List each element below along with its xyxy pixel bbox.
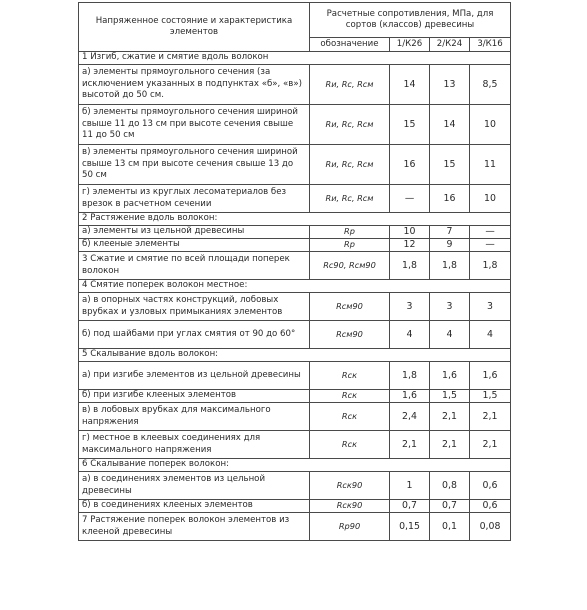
table-row <box>79 500 511 513</box>
row-designation: Rр <box>310 226 390 239</box>
table-section-row <box>79 349 511 362</box>
row-designation: Rи, Rc, Rсм <box>310 65 390 105</box>
table-row <box>79 226 511 239</box>
row-value-grade-3: 8,5 <box>470 65 511 105</box>
row-description: б) клееные элементы <box>79 239 310 252</box>
table-row <box>79 472 511 500</box>
row-value-grade-1: 2,4 <box>390 403 430 431</box>
design-resistance-table <box>78 2 511 541</box>
section-title: 4 Смятие поперек волокон местное: <box>79 280 511 293</box>
table-row <box>79 390 511 403</box>
header-designation-cell: обозначение <box>310 38 390 52</box>
row-value-grade-2: 7 <box>430 226 470 239</box>
row-value-grade-1: 1,8 <box>390 252 430 280</box>
row-description: г) элементы из круглых лесоматериалов без врезок в расчетном сечении <box>79 185 310 213</box>
table-row <box>79 513 511 541</box>
row-value-grade-1: 2,1 <box>390 431 430 459</box>
row-value-grade-3: 0,6 <box>470 500 511 513</box>
row-designation: Rск <box>310 431 390 459</box>
row-value-grade-1: 1 <box>390 472 430 500</box>
row-value-grade-3: — <box>470 239 511 252</box>
row-value-grade-1: 16 <box>390 145 430 185</box>
row-description: б) элементы прямоугольного сечения шириной свыше 11 до 13 см при высоте сечения свыше 11 до 50 см <box>79 105 310 145</box>
row-value-grade-3: 4 <box>470 321 511 349</box>
row-value-grade-3: 1,5 <box>470 390 511 403</box>
row-value-grade-3: 1,6 <box>470 362 511 390</box>
table-row <box>79 362 511 390</box>
row-value-grade-2: 4 <box>430 321 470 349</box>
row-value-grade-3: — <box>470 226 511 239</box>
row-designation: Rс90, Rсм90 <box>310 252 390 280</box>
row-designation: Rр <box>310 239 390 252</box>
row-designation: Rр90 <box>310 513 390 541</box>
table-row <box>79 65 511 105</box>
table-row <box>79 431 511 459</box>
row-description: 7 Растяжение поперек волокон элементов из клееной древесины <box>79 513 310 541</box>
row-description: г) местное в клеевых соединениях для максимального напряжения <box>79 431 310 459</box>
row-designation: Rск <box>310 390 390 403</box>
header-group-cell: Расчетные сопротивления, МПа, для сортов (классов) древесины <box>310 3 511 38</box>
row-value-grade-1: 15 <box>390 105 430 145</box>
row-value-grade-3: 10 <box>470 185 511 213</box>
row-value-grade-3: 10 <box>470 105 511 145</box>
row-value-grade-2: 15 <box>430 145 470 185</box>
row-description: б) под шайбами при углах смятия от 90 до 60° <box>79 321 310 349</box>
header-grade-2-cell: 2/К24 <box>430 38 470 52</box>
table-row <box>79 145 511 185</box>
row-designation: Rск <box>310 403 390 431</box>
row-description: б) при изгибе клееных элементов <box>79 390 310 403</box>
row-value-grade-2: 1,8 <box>430 252 470 280</box>
row-description: в) элементы прямоугольного сечения шириной свыше 13 см при высоте сечения свыше 13 до 50 см <box>79 145 310 185</box>
row-value-grade-2: 1,6 <box>430 362 470 390</box>
row-value-grade-3: 2,1 <box>470 403 511 431</box>
table-row <box>79 185 511 213</box>
row-value-grade-2: 13 <box>430 65 470 105</box>
row-value-grade-2: 0,7 <box>430 500 470 513</box>
row-description: 3 Сжатие и смятие по всей площади поперек волокон <box>79 252 310 280</box>
row-value-grade-2: 1,5 <box>430 390 470 403</box>
row-designation: Rсм90 <box>310 321 390 349</box>
table-row <box>79 321 511 349</box>
table-row <box>79 252 511 280</box>
header-grade-1-cell: 1/К26 <box>390 38 430 52</box>
row-value-grade-1: 10 <box>390 226 430 239</box>
row-value-grade-1: 0,7 <box>390 500 430 513</box>
row-value-grade-1: — <box>390 185 430 213</box>
row-description: а) в опорных частях конструкций, лобовых врубках и узловых примыканиях элементов <box>79 293 310 321</box>
row-value-grade-1: 12 <box>390 239 430 252</box>
row-designation: Rск90 <box>310 500 390 513</box>
row-designation: Rсм90 <box>310 293 390 321</box>
row-value-grade-1: 14 <box>390 65 430 105</box>
table-row <box>79 403 511 431</box>
row-value-grade-3: 0,6 <box>470 472 511 500</box>
header-name-cell: Напряженное состояние и характеристика элементов <box>79 3 310 52</box>
table-section-row <box>79 52 511 65</box>
table-row <box>79 105 511 145</box>
row-description: а) в соединениях элементов из цельной древесины <box>79 472 310 500</box>
section-title: 1 Изгиб, сжатие и смятие вдоль волокон <box>79 52 511 65</box>
table-header <box>79 3 511 52</box>
row-value-grade-2: 16 <box>430 185 470 213</box>
row-value-grade-1: 0,15 <box>390 513 430 541</box>
row-value-grade-3: 11 <box>470 145 511 185</box>
row-value-grade-3: 1,8 <box>470 252 511 280</box>
row-value-grade-2: 0,1 <box>430 513 470 541</box>
section-title: 2 Растяжение вдоль волокон: <box>79 213 511 226</box>
row-designation: Rск <box>310 362 390 390</box>
row-description: а) элементы из цельной древесины <box>79 226 310 239</box>
row-value-grade-2: 14 <box>430 105 470 145</box>
header-row-top <box>79 3 511 38</box>
table-row <box>79 293 511 321</box>
row-designation: Rи, Rc, Rсм <box>310 145 390 185</box>
row-value-grade-3: 0,08 <box>470 513 511 541</box>
row-description: в) в лобовых врубках для максимального напряжения <box>79 403 310 431</box>
section-title: 5 Скалывание вдоль волокон: <box>79 349 511 362</box>
row-value-grade-1: 3 <box>390 293 430 321</box>
table-row <box>79 239 511 252</box>
row-value-grade-2: 3 <box>430 293 470 321</box>
table-section-row <box>79 213 511 226</box>
row-value-grade-1: 1,6 <box>390 390 430 403</box>
row-value-grade-3: 3 <box>470 293 511 321</box>
row-value-grade-1: 4 <box>390 321 430 349</box>
row-designation: Rи, Rc, Rсм <box>310 105 390 145</box>
table-body <box>79 52 511 541</box>
row-value-grade-2: 2,1 <box>430 431 470 459</box>
section-title: 6 Скалывание поперек волокон: <box>79 459 511 472</box>
row-value-grade-2: 0,8 <box>430 472 470 500</box>
row-value-grade-2: 9 <box>430 239 470 252</box>
table-section-row <box>79 459 511 472</box>
row-description: а) элементы прямоугольного сечения (за исключением указанных в подпунктах «б», «в») высотой до 50 см. <box>79 65 310 105</box>
row-description: а) при изгибе элементов из цельной древесины <box>79 362 310 390</box>
row-value-grade-2: 2,1 <box>430 403 470 431</box>
row-description: б) в соединениях клееных элементов <box>79 500 310 513</box>
row-designation: Rи, Rc, Rсм <box>310 185 390 213</box>
row-value-grade-3: 2,1 <box>470 431 511 459</box>
table-section-row <box>79 280 511 293</box>
row-designation: Rск90 <box>310 472 390 500</box>
row-value-grade-1: 1,8 <box>390 362 430 390</box>
header-grade-3-cell: 3/К16 <box>470 38 511 52</box>
